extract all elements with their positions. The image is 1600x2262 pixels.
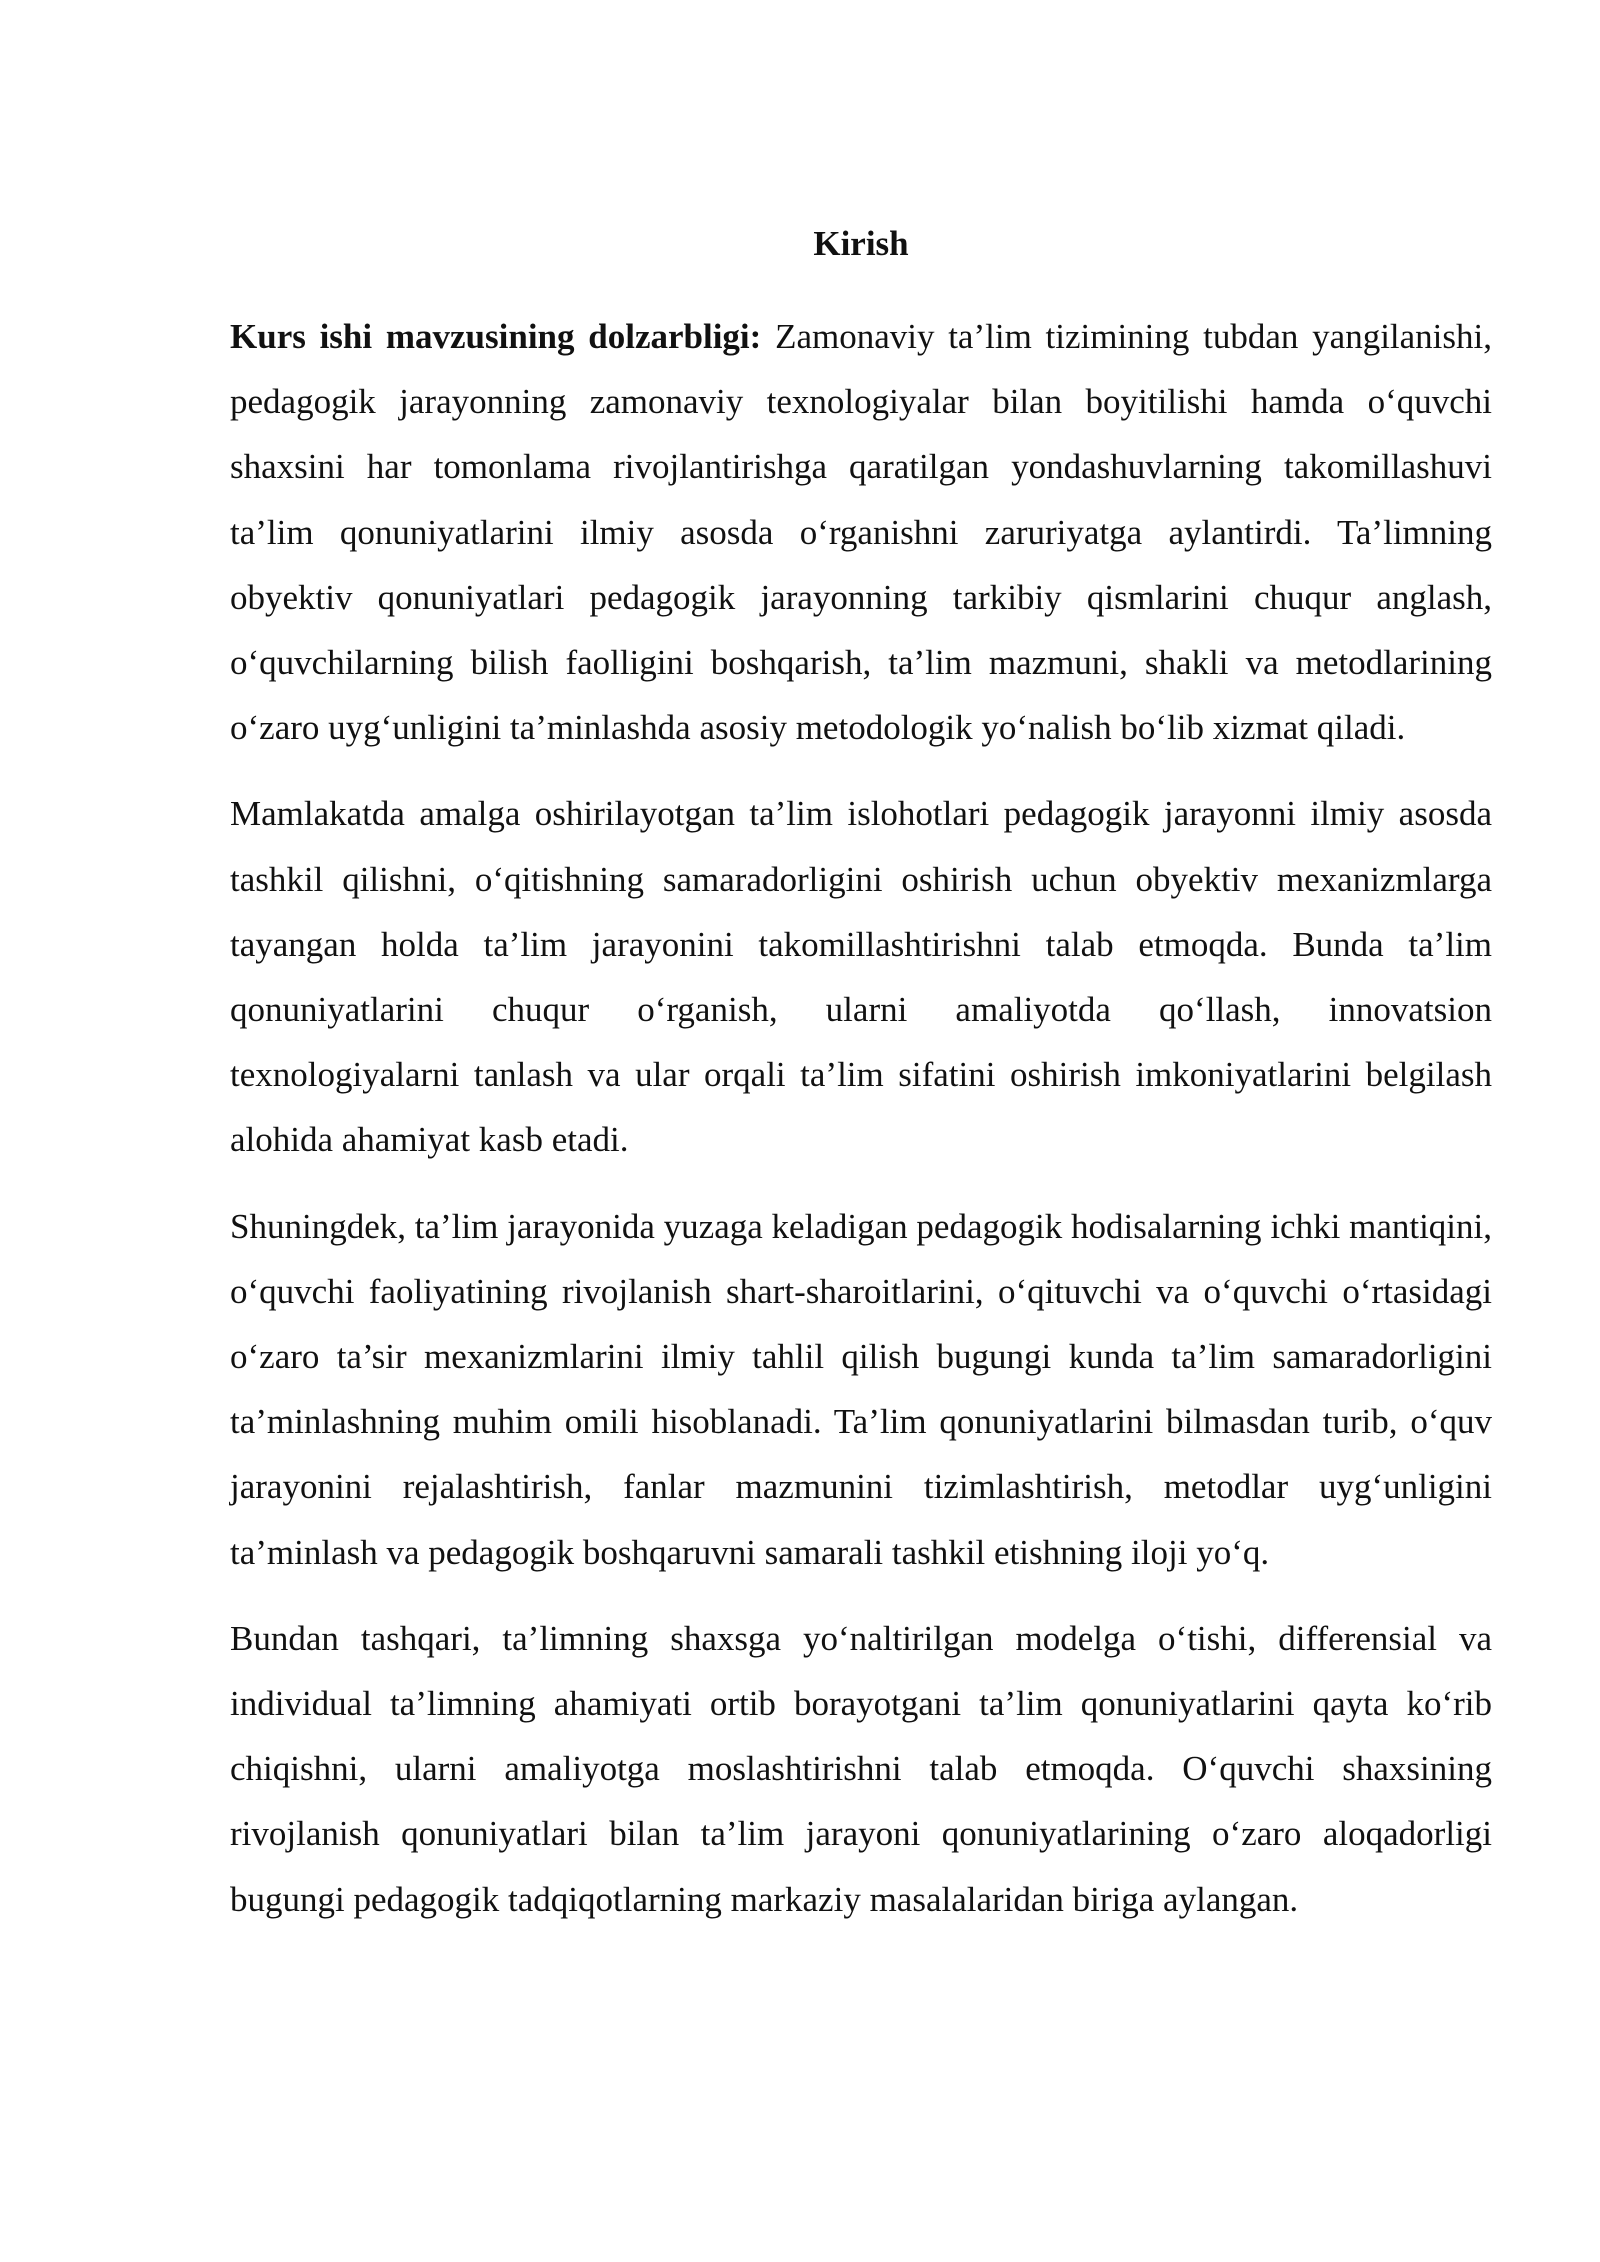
page-title: Kirish [813,224,909,263]
paragraph-text: Zamonaviy ta’lim tizimining tubdan yangilanishi, pedagogik jarayonning zamonaviy texnologiyalar bilan boyitilishi hamda o‘quvchi shaxsini har tomonlama rivojlantirishga qaratilgan yondashuvlarning takomillashuvi ta’lim qonuniyatlarini ilmiy asosda o‘rganishni zaruriyatga aylantirdi. Ta’limning obyektiv qonuniyatlari pedagogik jarayonning tarkibiy qismlarini chuqur anglash, o‘quvchilarning bilish faolligini boshqarish, ta’lim mazmuni, shakli va metodlarining o‘zaro uyg‘unligini ta’minlashda asosiy metodologik yo‘nalish bo‘lib xizmat qiladi. [230,317,1492,748]
paragraph: Bundan tashqari, ta’limning shaxsga yo‘naltirilgan modelga o‘tishi, differensial va individual ta’limning ahamiyati ortib borayotgani ta’lim qonuniyatlarini qayta ko‘rib chiqishni, ularni amaliyotga moslashtirishni talab etmoqda. O‘quvchi shaxsining rivojlanish qonuniyatlari bilan ta’lim jarayoni qonuniyatlarining o‘zaro aloqadorligi bugungi pedagogik tadqiqotlarning markaziy masalalaridan biriga aylangan. [230,1618,1492,1919]
paragraph: Mamlakatda amalga oshirilayotgan ta’lim islohotlari pedagogik jarayonni ilmiy asosda tashkil qilishni, o‘qitishning samaradorligini oshirish uchun obyektiv mexanizmlarga tayangan holda ta’lim jarayonini takomillashtirishni talab etmoqda. Bunda ta’lim qonuniyatlarini chuqur o‘rganish, ularni amaliyotda qo‘llash, innovatsion texnologiyalarni tanlash va ular orqali ta’lim sifatini oshirish imkoniyatlarini belgilash alohida ahamiyat kasb etadi. [230,794,1492,1160]
paragraph-relevance [230,304,1492,760]
paragraph-lead: Kurs ishi mavzusining dolzarbligi: [230,317,762,356]
document-body [230,218,1492,1953]
paragraph: Shuningdek, ta’lim jarayonida yuzaga keladigan pedagogik hodisalarning ichki mantiqini, o‘quvchi faoliyatining rivojlanish shart-sharoitlarini, o‘qituvchi va o‘quvchi o‘rtasidagi o‘zaro ta’sir mexanizmlarini ilmiy tahlil qilish bugungi kunda ta’lim samaradorligini ta’minlashning muhim omili hisoblanadi. Ta’lim qonuniyatlarini bilmasdan turib, o‘quv jarayonini rejalashtirish, fanlar mazmunini tizimlashtirish, metodlar uyg‘unligini ta’minlash va pedagogik boshqaruvni samarali tashkil etishning iloji yo‘q. [230,1206,1492,1572]
